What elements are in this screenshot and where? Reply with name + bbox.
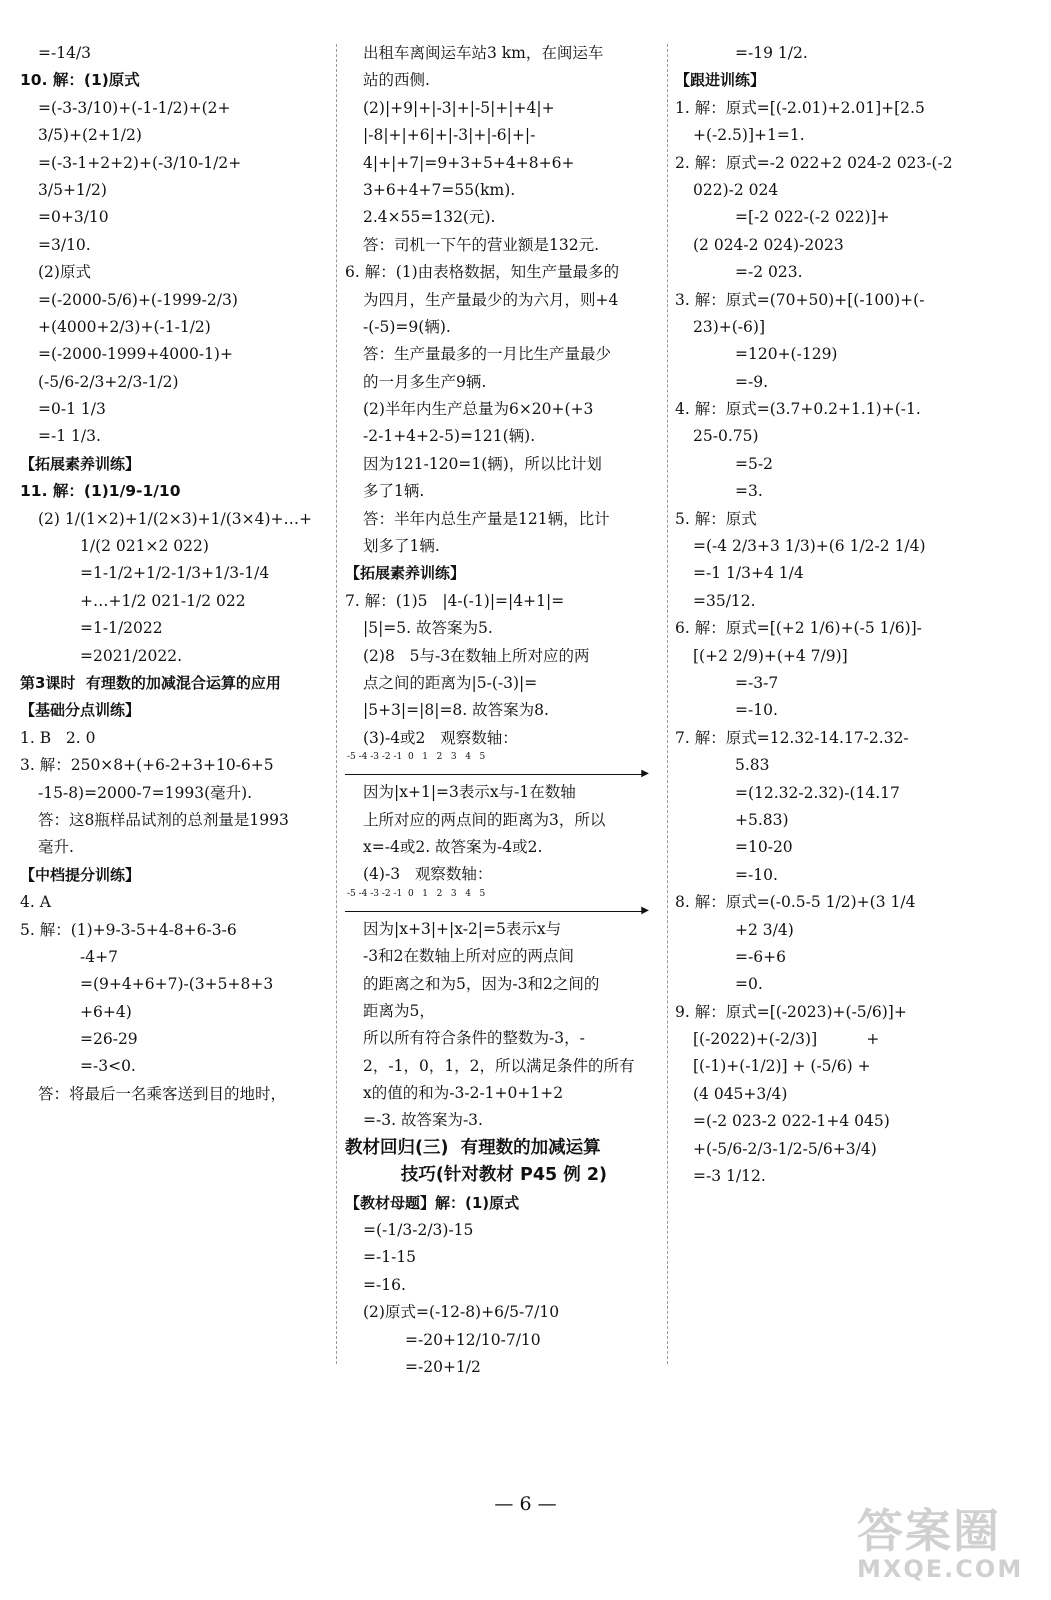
- column-middle: [345, 40, 663, 1381]
- text-line: |5+3|=|8|=8. 故答案为8.: [363, 701, 549, 720]
- text-line: 3/5+1/2): [38, 180, 107, 199]
- text-line: =2021/2022.: [80, 646, 183, 665]
- text-line: =(-4 2/3+3 1/3)+(6 1/2-2 1/4): [693, 537, 926, 556]
- text-line: =-10.: [735, 865, 778, 884]
- watermark-text: 答案圈: [857, 1504, 1001, 1558]
- section-heading: 技巧(针对教材 P45 例 2): [400, 1165, 608, 1186]
- text-line: =-10.: [735, 701, 778, 720]
- text-line: =(-1/3-2/3)-15: [363, 1221, 474, 1240]
- text-line: 点之间的距离为|5-(-3)|=: [363, 673, 538, 692]
- text-line: x=-4或2. 故答案为-4或2.: [363, 837, 543, 856]
- text-line: 多了1辆.: [363, 482, 425, 501]
- text-line: 11. 解：(1)1/9-1/10: [20, 482, 181, 501]
- text-line: =3.: [735, 482, 763, 501]
- text-line: (3)-4或2 观察数轴：: [363, 728, 518, 747]
- text-line: 022)-2 024: [693, 180, 779, 199]
- text-line: 的距离之和为5，因为-3和2之间的: [363, 974, 600, 993]
- text-line: 23)+(-6)]: [693, 317, 765, 336]
- text-line: =-1-15: [363, 1248, 417, 1267]
- text-line: 答：这8瓶样品试剂的总剂量是1993: [38, 810, 289, 829]
- section-heading: 第3课时 有理数的加减混合运算的应用: [20, 673, 281, 692]
- text-line: 距离为5，: [363, 1001, 435, 1020]
- text-line: =-3<0.: [80, 1057, 136, 1076]
- text-line: 7. 解：原式=12.32-14.17-2.32-: [675, 728, 909, 747]
- text-line: =(-2000-1999+4000-1)+: [38, 345, 233, 364]
- text-line: =[-2 022-(-2 022)]+: [735, 208, 890, 227]
- text-line: +(-5/6-2/3-1/2-5/6+3/4): [693, 1139, 877, 1158]
- text-line: =-20+1/2: [405, 1357, 481, 1376]
- text-line: (2)原式: [38, 263, 91, 282]
- text-line: (2)|+9|+|-3|+|-5|+|+4|+: [363, 98, 555, 117]
- section-heading: 【拓展素养训练】: [345, 564, 466, 583]
- text-line: 2，-1，0，1，2，所以满足条件的所有: [363, 1056, 635, 1075]
- text-line: =(12.32-2.32)-(14.17: [735, 783, 900, 802]
- text-line: 出租车离闽运车站3 km，在闽运车: [363, 44, 604, 62]
- text-line: =-19 1/2.: [735, 44, 808, 62]
- text-line: |5|=5. 故答案为5.: [363, 619, 493, 638]
- text-line: 1. 解：原式=[(-2.01)+2.01]+[2.5: [675, 98, 925, 117]
- text-line: +6+4): [80, 1002, 132, 1021]
- watermark-logo: [857, 1495, 1037, 1590]
- text-line: =-16.: [363, 1275, 406, 1294]
- text-line: (4)-3 观察数轴：: [363, 865, 493, 884]
- text-line: -4+7: [80, 947, 118, 966]
- text-line: =-1 1/3.: [38, 427, 101, 446]
- section-heading: 【跟进训练】: [675, 71, 766, 90]
- text-line: (2 024-2 024)-2023: [693, 235, 844, 254]
- text-line: 3/5)+(2+1/2): [38, 126, 142, 145]
- text-line: (4 045+3/4): [693, 1084, 788, 1103]
- text-line: =120+(-129): [735, 345, 838, 364]
- column-right: [675, 40, 1035, 1190]
- text-line: 1/(2 021×2 022): [80, 537, 209, 556]
- text-line: =-3. 故答案为-3.: [363, 1111, 483, 1130]
- text-line: 4|+|+7|=9+3+5+4+8+6+: [363, 153, 575, 172]
- section-heading: 【拓展素养训练】: [20, 454, 141, 473]
- text-line: -(-5)=9(辆).: [363, 317, 451, 336]
- text-line: =26-29: [80, 1030, 138, 1049]
- text-line: =(-2 023-2 022-1+4 045): [693, 1112, 890, 1131]
- column-divider-1: [336, 44, 337, 1364]
- text-line: =-14/3: [38, 44, 92, 62]
- text-line: 答：生产量最多的一月比生产量最少: [363, 345, 612, 364]
- text-line: 9. 解：原式=[(-2023)+(-5/6)]+: [675, 1002, 907, 1021]
- text-line: +…+1/2 021-1/2 022: [80, 591, 246, 610]
- text-line: (2)原式=(-12-8)+6/5-7/10: [363, 1303, 560, 1322]
- text-line: (2)半年内生产总量为6×20+(+3: [363, 400, 594, 419]
- number-line-ticks: -5 -4 -3 -2 -1 0 1 2 3 4 5: [347, 888, 486, 899]
- text-line: +5.83): [735, 810, 789, 829]
- text-line: =(9+4+6+7)-(3+5+8+3: [80, 975, 274, 994]
- text-line: 答：半年内总生产量是121辆，比计: [363, 509, 610, 528]
- text-line: 25-0.75): [693, 427, 759, 446]
- text-line: 8. 解：原式=(-0.5-5 1/2)+(3 1/4: [675, 893, 916, 912]
- column-left: [20, 40, 332, 1108]
- text-line: [(+2 2/9)+(+4 7/9)]: [693, 646, 848, 665]
- text-line: =-3 1/12.: [693, 1167, 766, 1186]
- watermark-url: MXQE.COM: [857, 1555, 1024, 1583]
- text-line: =-2 023.: [735, 263, 803, 282]
- text-line: =3/10.: [38, 235, 91, 254]
- text-line: 因为121-120=1(辆)，所以比计划: [363, 454, 602, 473]
- text-line: 5.83: [735, 756, 770, 775]
- section-heading: 【教材母题】解：(1)原式: [345, 1193, 520, 1212]
- text-line: (2)8 5与-3在数轴上所对应的两: [363, 646, 590, 665]
- column-divider-2: [667, 44, 668, 1364]
- text-line: =(-3-1+2+2)+(-3/10-1/2+: [38, 153, 242, 172]
- number-line-arrow-icon: ▶: [641, 904, 649, 916]
- text-line: 3+6+4+7=55(km).: [363, 180, 516, 199]
- text-line: =(-2000-5/6)+(-1999-2/3): [38, 290, 238, 309]
- text-line: 所以所有符合条件的整数为-3，-: [363, 1029, 585, 1048]
- text-line: =10-20: [735, 838, 793, 857]
- text-line: =1-1/2+1/2-1/3+1/3-1/4: [80, 564, 270, 583]
- section-heading: 【基础分点训练】: [20, 701, 141, 720]
- text-line: 答：将最后一名乘客送到目的地时，: [38, 1084, 287, 1103]
- text-line: 站的西侧.: [363, 71, 430, 90]
- text-line: 的一月多生产9辆.: [363, 372, 487, 391]
- number-line-arrow-icon: ▶: [641, 768, 649, 780]
- number-line-ticks: -5 -4 -3 -2 -1 0 1 2 3 4 5: [347, 752, 486, 763]
- text-line: =35/12.: [693, 591, 756, 610]
- text-line: =-1 1/3+4 1/4: [693, 564, 804, 583]
- text-line: 1. B 2. 0: [20, 728, 96, 747]
- text-line: =(-3-3/10)+(-1-1/2)+(2+: [38, 98, 231, 117]
- text-line: =-6+6: [735, 947, 786, 966]
- text-line: 6. 解：原式=[(+2 1/6)+(-5 1/6)]-: [675, 619, 922, 638]
- page-number: — 6 —: [494, 1493, 557, 1515]
- text-line: 答：司机一下午的营业额是132元.: [363, 235, 600, 254]
- text-line: 上所对应的两点间的距离为3，所以: [363, 810, 606, 829]
- section-heading: 【中档提分训练】: [20, 865, 141, 884]
- text-line: 6. 解：(1)由表格数据，知生产量最多的: [345, 263, 620, 282]
- number-line: [345, 752, 649, 780]
- text-line: 7. 解：(1)5 |4-(-1)|=|4+1|=: [345, 591, 565, 610]
- number-line: [345, 888, 649, 916]
- text-line: =-20+12/10-7/10: [405, 1330, 541, 1349]
- text-line: +2 3/4): [735, 920, 794, 939]
- text-line: =-3-7: [735, 673, 779, 692]
- text-line: -3和2在数轴上所对应的两点间: [363, 947, 574, 966]
- text-line: 3. 解：原式=(70+50)+[(-100)+(-: [675, 290, 925, 309]
- text-line: 因为|x+1|=3表示x与-1在数轴: [363, 783, 576, 802]
- text-line: 4. A: [20, 893, 51, 912]
- text-line: x的值的和为-3-2-1+0+1+2: [363, 1084, 564, 1103]
- text-line: =0.: [735, 975, 763, 994]
- text-line: +(4000+2/3)+(-1-1/2): [38, 317, 211, 336]
- text-line: =5-2: [735, 454, 773, 473]
- text-line: 因为|x+3|+|x-2|=5表示x与: [363, 919, 562, 938]
- text-line: [(-2022)+(-2/3)] +: [693, 1030, 880, 1049]
- text-line: -2-1+4+2-5)=121(辆).: [363, 427, 536, 446]
- text-line: (-5/6-2/3+2/3-1/2): [38, 372, 179, 391]
- text-line: =-9.: [735, 372, 769, 391]
- text-line: 划多了1辆.: [363, 537, 440, 556]
- text-line: (2) 1/(1×2)+1/(2×3)+1/(3×4)+…+: [38, 509, 312, 528]
- section-heading: 教材回归(三) 有理数的加减运算: [345, 1137, 601, 1158]
- text-line: =1-1/2022: [80, 619, 163, 638]
- text-line: 为四月，生产量最少的为六月，则+4: [363, 290, 619, 309]
- text-line: =0-1 1/3: [38, 400, 106, 419]
- text-line: 4. 解：原式=(3.7+0.2+1.1)+(-1.: [675, 400, 921, 419]
- text-line: 5. 解：(1)+9-3-5+4-8+6-3-6: [20, 920, 237, 939]
- text-line: -15-8)=2000-7=1993(毫升).: [38, 783, 253, 802]
- text-line: 5. 解：原式: [675, 509, 757, 528]
- text-line: |-8|+|+6|+|-3|+|-6|+|-: [363, 126, 536, 145]
- text-line: 2. 解：原式=-2 022+2 024-2 023-(-2: [675, 153, 953, 172]
- text-line: =0+3/10: [38, 208, 109, 227]
- text-line: 2.4×55=132(元).: [363, 208, 496, 227]
- text-line: +(-2.5)]+1=1.: [693, 126, 805, 145]
- text-line: 毫升.: [38, 838, 74, 857]
- text-line: 3. 解：250×8+(+6-2+3+10-6+5: [20, 756, 274, 775]
- text-line: 10. 解：(1)原式: [20, 71, 140, 90]
- text-line: [(-1)+(-1/2)] + (-5/6) +: [693, 1057, 871, 1076]
